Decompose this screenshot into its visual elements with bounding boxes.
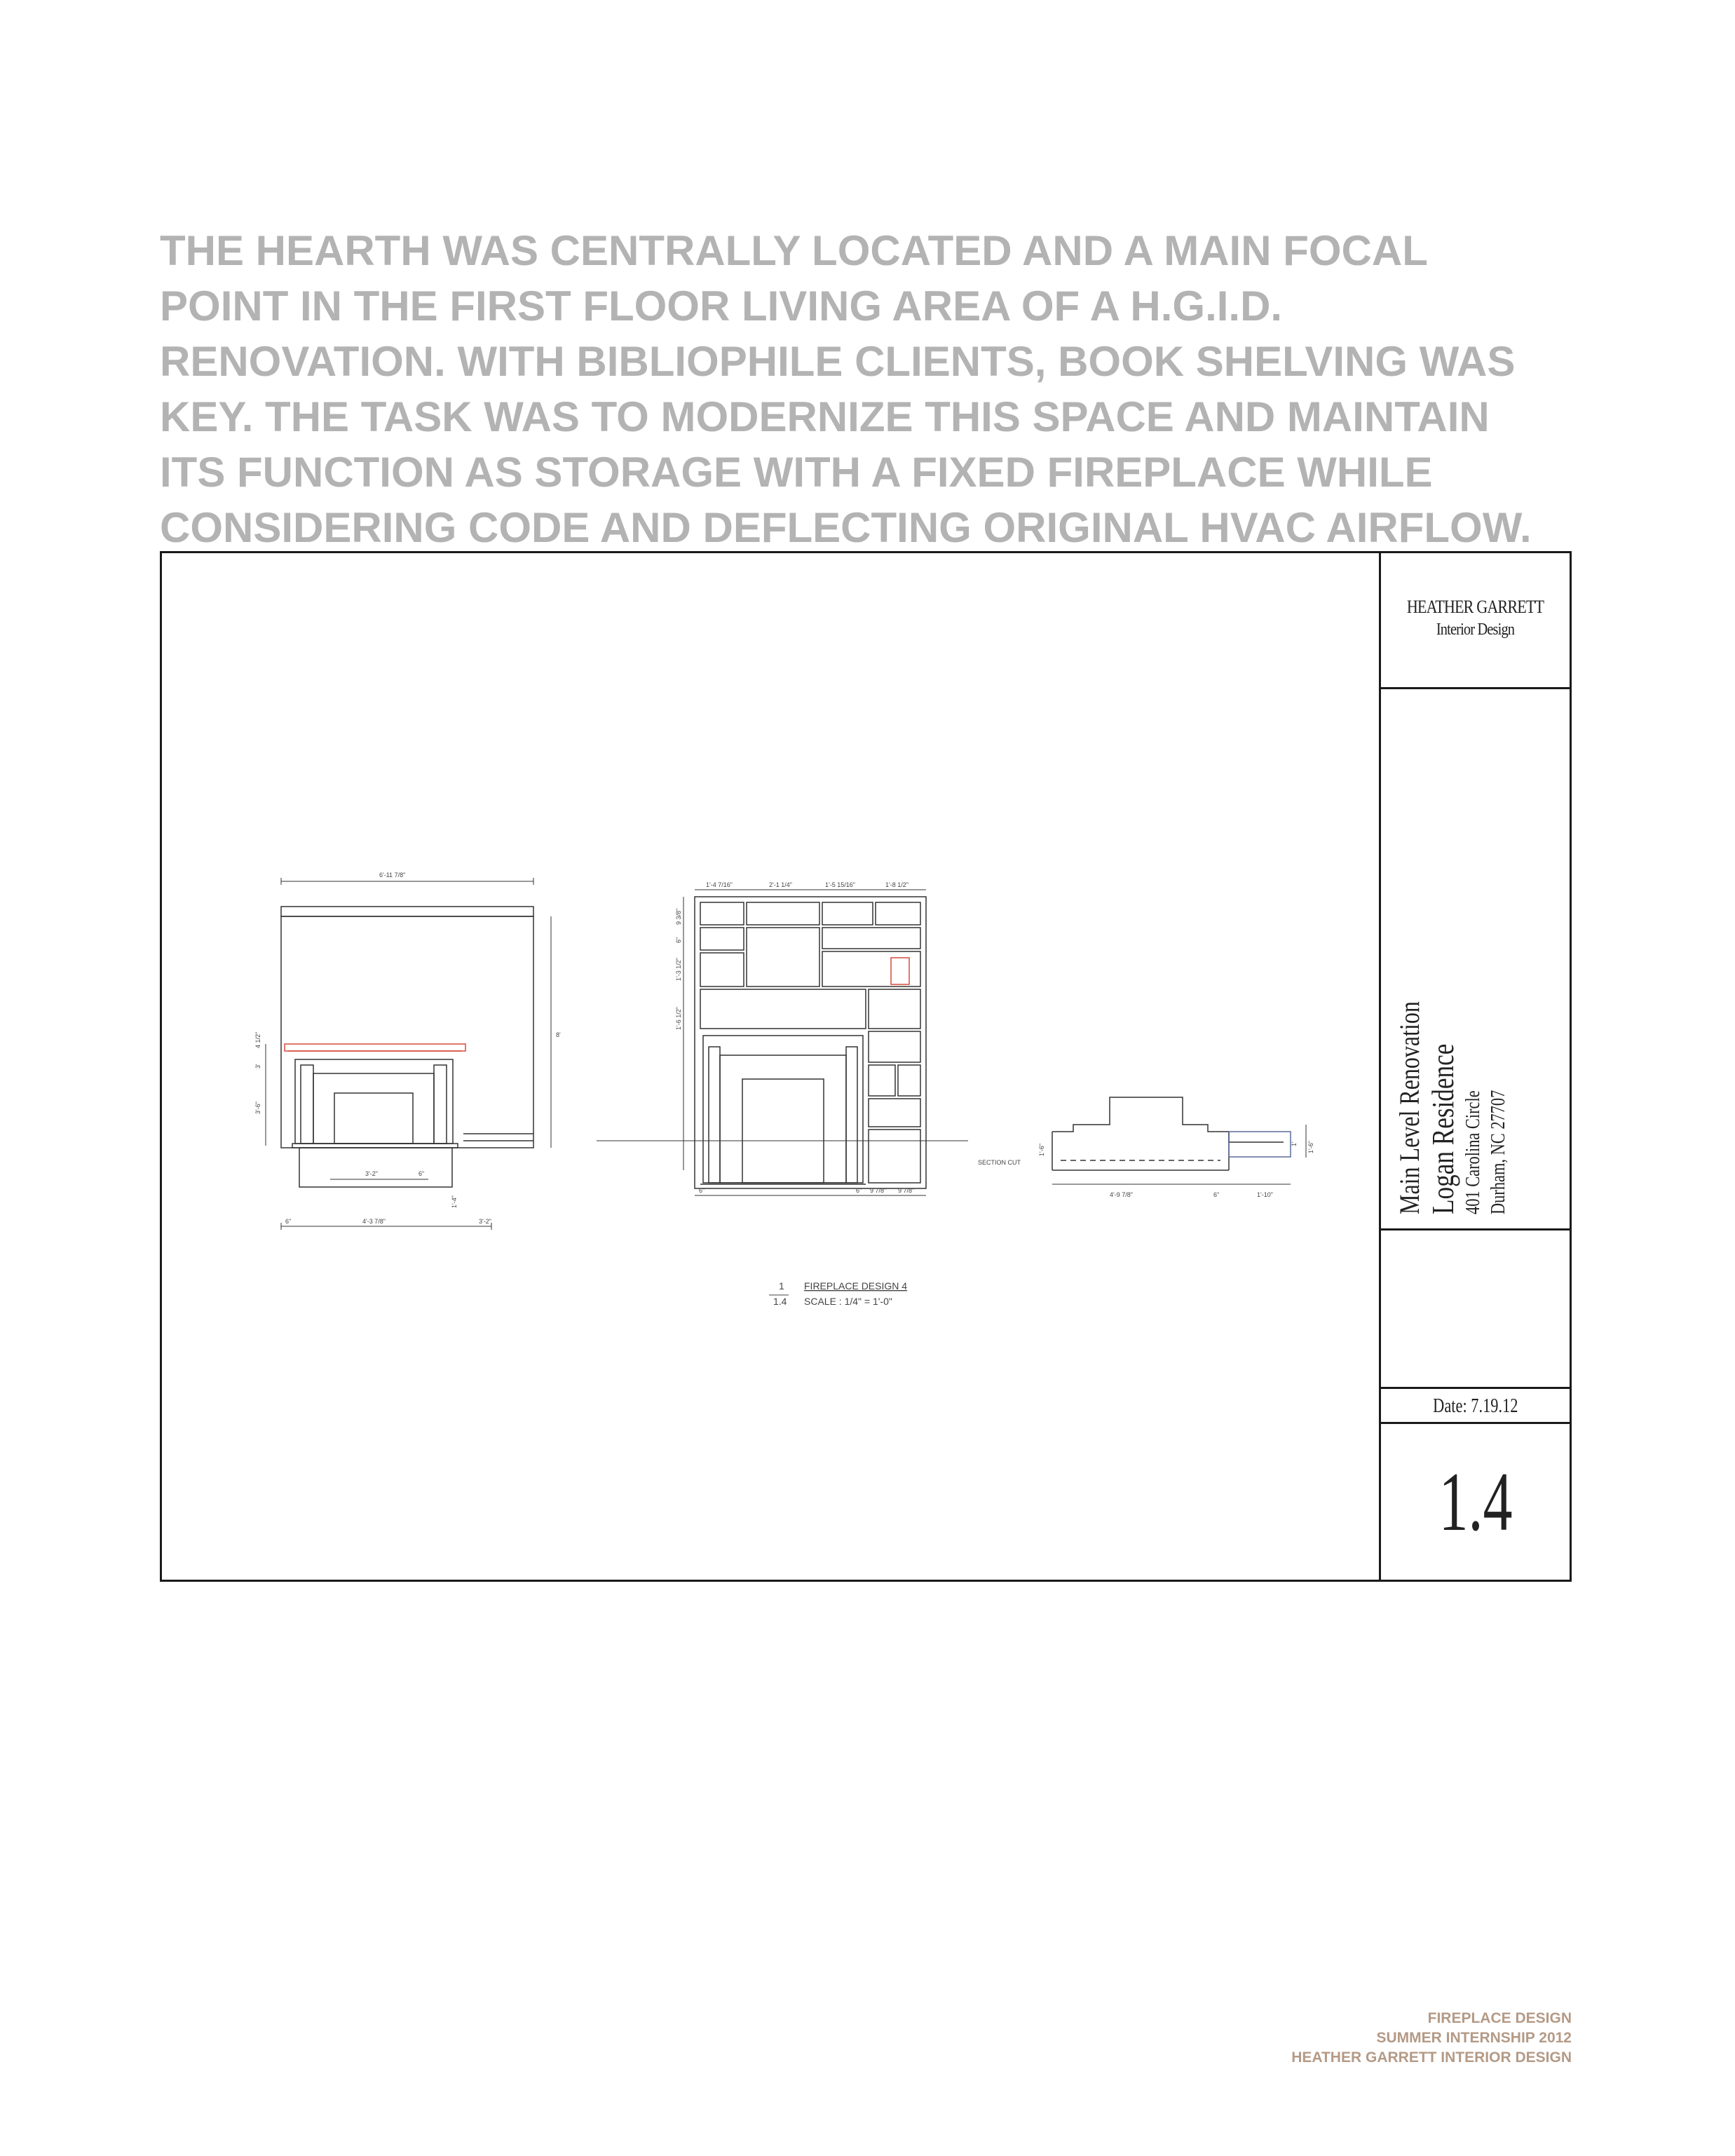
client-name: Logan Residence bbox=[1426, 1043, 1460, 1214]
dim-label: 6" bbox=[419, 1170, 425, 1177]
sheet-number: 1.4 bbox=[1438, 1455, 1512, 1548]
dim-label: 8' bbox=[556, 1031, 561, 1038]
dim-label: 1'-6" bbox=[1038, 1144, 1045, 1156]
dim-label: 3'-6" bbox=[254, 1101, 261, 1114]
dim-label: 4'-9 7/8" bbox=[1110, 1191, 1133, 1198]
dim-label: 4 1/2" bbox=[254, 1031, 261, 1048]
project-title: Main Level Renovation bbox=[1394, 1001, 1425, 1214]
intro-line: RENOVATION. WITH BIBLIOPHILE CLIENTS, BOOK SHELVING WAS bbox=[160, 338, 1516, 385]
intro-line: ITS FUNCTION AS STORAGE WITH A FIXED FIREPLACE WHILE bbox=[160, 449, 1433, 496]
title-block-sheet-number bbox=[1381, 1424, 1570, 1580]
address-line-2: Durham, NC 27707 bbox=[1488, 1090, 1509, 1214]
caption-scale: SCALE : 1/4" = 1'-0" bbox=[804, 1296, 892, 1307]
dim-label: 9 7/8" bbox=[898, 1187, 915, 1194]
dim-label: 1'-10" bbox=[1257, 1191, 1273, 1198]
dim-label: 1'-3 1/2" bbox=[675, 958, 682, 981]
section-cut-label: SECTION CUT bbox=[978, 1159, 1021, 1166]
proposed-elevation bbox=[597, 890, 968, 1195]
title-block-blank bbox=[1381, 1230, 1570, 1389]
intro-line: KEY. THE TASK WAS TO MODERNIZE THIS SPACE AND MAINTAIN bbox=[160, 393, 1490, 440]
page-footer bbox=[1291, 2009, 1572, 2068]
dim-label: 6" bbox=[285, 1218, 292, 1225]
footer-line: FIREPLACE DESIGN bbox=[1427, 2010, 1572, 2026]
caption-sheet: 1.4 bbox=[773, 1296, 787, 1307]
dim-label: 3'-2" bbox=[479, 1218, 491, 1225]
title-block bbox=[1379, 553, 1570, 1580]
dim-label: 9 7/8" bbox=[870, 1187, 887, 1194]
dim-label: 1'-6" bbox=[1307, 1141, 1314, 1153]
firm-name: HEATHER GARRETT bbox=[1406, 597, 1544, 617]
caption-title: FIREPLACE DESIGN 4 bbox=[804, 1280, 908, 1291]
date-label: Date: 7.19.12 bbox=[1432, 1395, 1518, 1417]
dim-label: 1'-4 7/16" bbox=[706, 881, 733, 888]
address-line-1: 401 Carolina Circle bbox=[1462, 1090, 1484, 1214]
dim-label: 6" bbox=[856, 1187, 862, 1194]
dim-label: 9 3/8" bbox=[675, 908, 682, 925]
footer-line: HEATHER GARRETT INTERIOR DESIGN bbox=[1291, 2049, 1572, 2066]
dim-label: 1'-6 1/2" bbox=[675, 1007, 682, 1030]
dim-label: 1'-4" bbox=[451, 1195, 458, 1208]
project-info-rotated bbox=[1394, 948, 1511, 1214]
dim-label: 6" bbox=[675, 937, 682, 943]
dim-label: 4'-3 7/8" bbox=[362, 1218, 386, 1225]
intro-line: CONSIDERING CODE AND DEFLECTING ORIGINAL HVAC AIRFLOW. bbox=[160, 504, 1532, 551]
intro-line: POINT IN THE FIRST FLOOR LIVING AREA OF A H.G.I.D. bbox=[160, 283, 1283, 330]
footer-line: SUMMER INTERNSHIP 2012 bbox=[1376, 2030, 1572, 2046]
dim-label: 1'-8 1/2" bbox=[885, 881, 909, 888]
dim-label: 1'-5 15/16" bbox=[825, 881, 855, 888]
title-block-date bbox=[1381, 1389, 1570, 1424]
existing-elevation bbox=[266, 878, 551, 1230]
dim-label: 6'-11 7/8" bbox=[379, 872, 406, 879]
dim-label: 1' bbox=[1291, 1141, 1298, 1146]
firm-subtitle: Interior Design bbox=[1436, 621, 1515, 639]
fireplace-elevation-drawing bbox=[162, 553, 1382, 1580]
title-block-project bbox=[1381, 689, 1570, 1230]
caption-number: 1 bbox=[779, 1280, 784, 1291]
dim-label: 3' bbox=[254, 1064, 261, 1069]
intro-line: THE HEARTH WAS CENTRALLY LOCATED AND A MAIN FOCAL bbox=[160, 227, 1428, 274]
drawing-sheet bbox=[160, 551, 1572, 1582]
dim-label: 2'-1 1/4" bbox=[769, 881, 792, 888]
intro-paragraph bbox=[160, 223, 1632, 555]
dim-label: 6" bbox=[1213, 1191, 1220, 1198]
section-plan bbox=[1052, 1097, 1306, 1184]
title-block-firm bbox=[1381, 553, 1570, 689]
dim-label: 3'-2" bbox=[365, 1170, 378, 1177]
dim-label: 6" bbox=[699, 1187, 705, 1194]
